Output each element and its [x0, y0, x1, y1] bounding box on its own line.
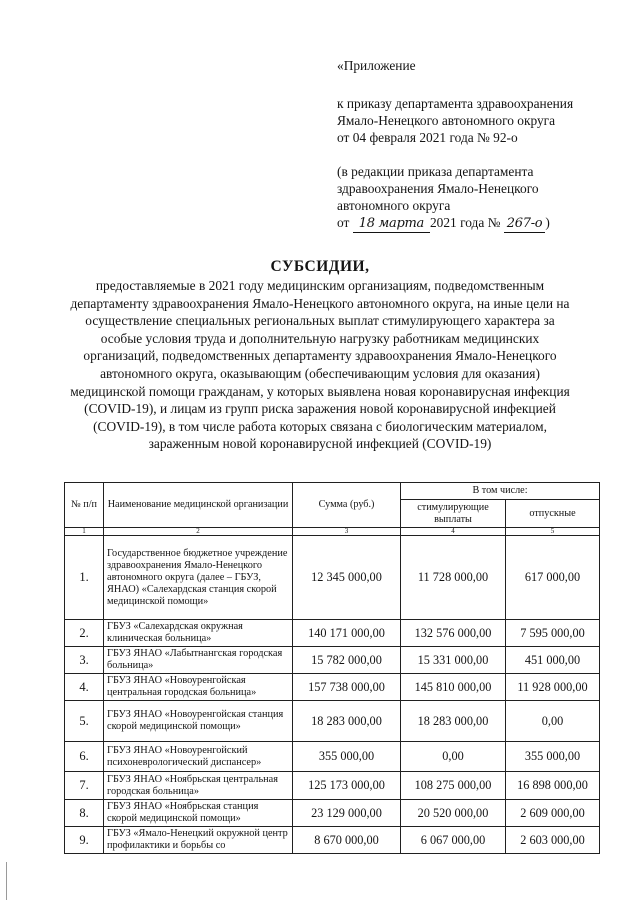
row-sum: 18 283 000,00: [293, 701, 401, 742]
row-num: 3.: [65, 647, 104, 674]
revision-number-handwritten: 267-о: [504, 215, 546, 233]
table-row: [65, 772, 600, 800]
index-cell: 1: [65, 528, 104, 536]
row-stimulating: 20 520 000,00: [401, 800, 506, 827]
row-vacation: 355 000,00: [506, 742, 600, 772]
row-sum: 12 345 000,00: [293, 536, 401, 620]
revision-date-line: [337, 214, 550, 233]
appendix-label: «Приложение: [337, 58, 416, 73]
subsidies-table: [64, 482, 600, 854]
table-row: [65, 827, 600, 854]
revision-year: 2021 года №: [429, 215, 501, 230]
header-stimulating: стимулирующие выплаты: [401, 500, 506, 528]
revision-line-3: автономного округа: [337, 198, 451, 213]
row-num: 7.: [65, 772, 104, 800]
header-name: Наименование медицинской организации: [104, 483, 293, 528]
row-vacation: 7 595 000,00: [506, 620, 600, 647]
revision-from: от: [337, 215, 350, 230]
row-stimulating: 0,00: [401, 742, 506, 772]
row-num: 2.: [65, 620, 104, 647]
row-sum: 23 129 000,00: [293, 800, 401, 827]
row-org-name: ГБУЗ ЯНАО «Новоуренгойская центральная городская больница»: [104, 674, 293, 701]
row-vacation: 2 609 000,00: [506, 800, 600, 827]
row-org-name: ГБУЗ «Ямало-Ненецкий окружной центр профилактики и борьбы со: [104, 827, 293, 854]
row-num: 5.: [65, 701, 104, 742]
index-cell: 5: [506, 528, 600, 536]
row-stimulating: 11 728 000,00: [401, 536, 506, 620]
index-cell: 4: [401, 528, 506, 536]
header-num: № п/п: [65, 483, 104, 528]
table-row: [65, 647, 600, 674]
revision-line-2: здравоохранения Ямало-Ненецкого: [337, 181, 539, 196]
row-org-name: Государственное бюджетное учреждение здравоохранения Ямало-Ненецкого автономного округа (далее – ГБУЗ, ЯНАО) «Салехардская станция скорой медицинской помощи»: [104, 536, 293, 620]
row-vacation: 2 603 000,00: [506, 827, 600, 854]
order-line-2: Ямало-Ненецкого автономного округа: [337, 113, 556, 128]
row-vacation: 16 898 000,00: [506, 772, 600, 800]
row-vacation: 451 000,00: [506, 647, 600, 674]
row-org-name: ГБУЗ ЯНАО «Ноябрьская центральная городская больница»: [104, 772, 293, 800]
column-index-row: [65, 528, 600, 536]
revision-close: ): [545, 215, 550, 230]
row-vacation: 617 000,00: [506, 536, 600, 620]
row-num: 8.: [65, 800, 104, 827]
table-row: [65, 536, 600, 620]
scan-edge-mark: [6, 862, 7, 900]
row-org-name: ГБУЗ ЯНАО «Новоуренгойская станция скорой медицинской помощи»: [104, 701, 293, 742]
row-num: 9.: [65, 827, 104, 854]
header-vacation: отпускные: [506, 500, 600, 528]
index-cell: 2: [104, 528, 293, 536]
row-stimulating: 145 810 000,00: [401, 674, 506, 701]
order-line-3: от 04 февраля 2021 года № 92-о: [337, 130, 518, 145]
header-sum: Сумма (руб.): [293, 483, 401, 528]
row-org-name: ГБУЗ «Салехардская окружная клиническая больница»: [104, 620, 293, 647]
table-row: [65, 620, 600, 647]
row-vacation: 0,00: [506, 701, 600, 742]
row-stimulating: 15 331 000,00: [401, 647, 506, 674]
row-sum: 157 738 000,00: [293, 674, 401, 701]
row-sum: 8 670 000,00: [293, 827, 401, 854]
row-sum: 355 000,00: [293, 742, 401, 772]
row-sum: 15 782 000,00: [293, 647, 401, 674]
index-cell: 3: [293, 528, 401, 536]
row-stimulating: 132 576 000,00: [401, 620, 506, 647]
table-row: [65, 701, 600, 742]
row-vacation: 11 928 000,00: [506, 674, 600, 701]
row-stimulating: 6 067 000,00: [401, 827, 506, 854]
row-sum: 125 173 000,00: [293, 772, 401, 800]
row-num: 4.: [65, 674, 104, 701]
row-org-name: ГБУЗ ЯНАО «Новоуренгойский психоневрологический диспансер»: [104, 742, 293, 772]
document-title: СУБСИДИИ,: [270, 258, 370, 275]
row-stimulating: 108 275 000,00: [401, 772, 506, 800]
table-row: [65, 742, 600, 772]
table-row: [65, 674, 600, 701]
revision-line-1: (в редакции приказа департамента: [337, 164, 534, 179]
revision-day-handwritten: 18 марта: [353, 215, 430, 233]
order-line-1: к приказу департамента здравоохранения: [337, 96, 574, 111]
row-num: 1.: [65, 536, 104, 620]
document-subtitle: предоставляемые в 2021 году медицинским организациям, подведомственным департаменту здравоохранения Ямало-Ненецкого автономного округа, на иные цели на осуществление специальных региональных выплат стимулирующего характера за особые условия труда и дополнительную нагрузку работникам медицинских организаций, подведомственных департаменту здравоохранения Ямало-Ненецкого автономного округа, оказывающим (обеспечивающим условия для оказания) медицинской помощи гражданам, у которых выявлена новая коронавирусная инфекция (COVID-19), и лицам из групп риска заражения новой коронавирусной инфекцией (COVID-19), в том числе работа которых связана с биологическим материалом, зараженным новой коронавирусной инфекцией (COVID-19): [70, 278, 570, 452]
header-including: В том числе:: [401, 483, 600, 500]
row-stimulating: 18 283 000,00: [401, 701, 506, 742]
row-org-name: ГБУЗ ЯНАО «Ноябрьская станция скорой медицинской помощи»: [104, 800, 293, 827]
row-num: 6.: [65, 742, 104, 772]
table-row: [65, 800, 600, 827]
row-org-name: ГБУЗ ЯНАО «Лабытнангская городская больница»: [104, 647, 293, 674]
row-sum: 140 171 000,00: [293, 620, 401, 647]
